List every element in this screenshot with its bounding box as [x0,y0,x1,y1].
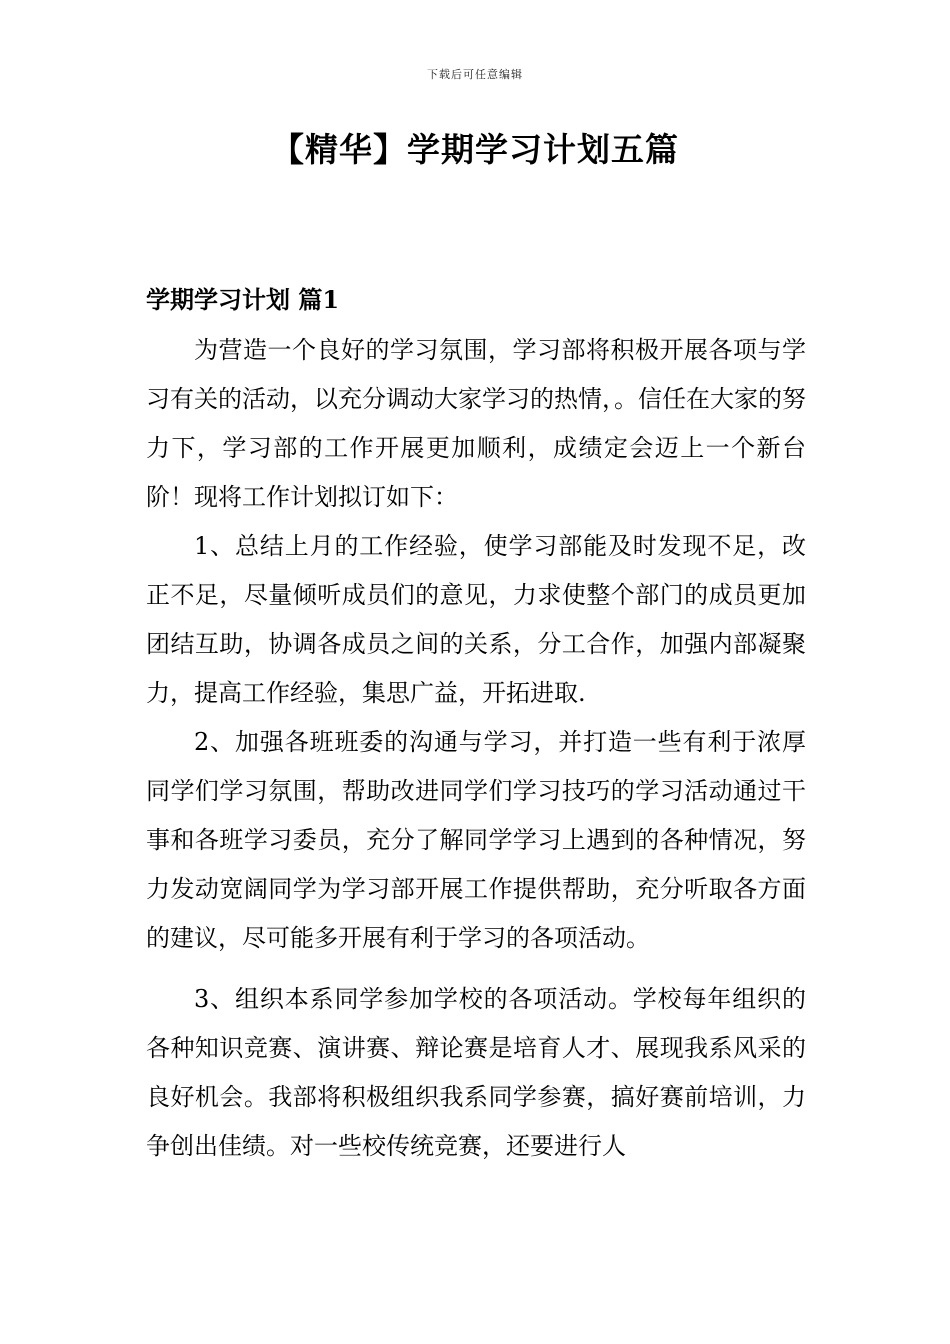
section-heading: 学期学习计划 篇1 [146,285,340,314]
body-paragraph: 为营造一个良好的学习氛围，学习部将积极开展各项与学习有关的活动，以充分调动大家学习的热情，。信任在大家的努力下，学习部的工作开展更加顺利，成绩定会迈上一个新台阶！现将工作计划拟订如下： [146,336,806,511]
header-note: 下载后可任意编辑 [427,68,523,81]
body-paragraph: 1、总结上月的工作经验，使学习部能及时发现不足，改正不足，尽量倾听成员们的意见，力求使整个部门的成员更加团结互助，协调各成员之间的关系，分工合作，加强内部凝聚力，提高工作经验，集思广益，开拓进取. [146,532,806,707]
document-body [146,326,806,1171]
body-paragraph: 3、组织本系同学参加学校的各项活动。学校每年组织的各种知识竞赛、演讲赛、辩论赛是培育人才、展现我系风采的良好机会。我部将积极组织我系同学参赛，搞好赛前培训，力争创出佳绩。对一些校传统竞赛，还要进行人 [146,985,806,1160]
body-paragraph: 2、加强各班班委的沟通与学习，并打造一些有利于浓厚同学们学习氛围，帮助改进同学们学习技巧的学习活动通过干事和各班学习委员，充分了解同学学习上遇到的各种情况，努力发动宽阔同学为学习部开展工作提供帮助，充分听取各方面的建议，尽可能多开展有利于学习的各项活动。 [146,728,806,952]
document-title: 【精华】学期学习计划五篇 [271,130,679,169]
